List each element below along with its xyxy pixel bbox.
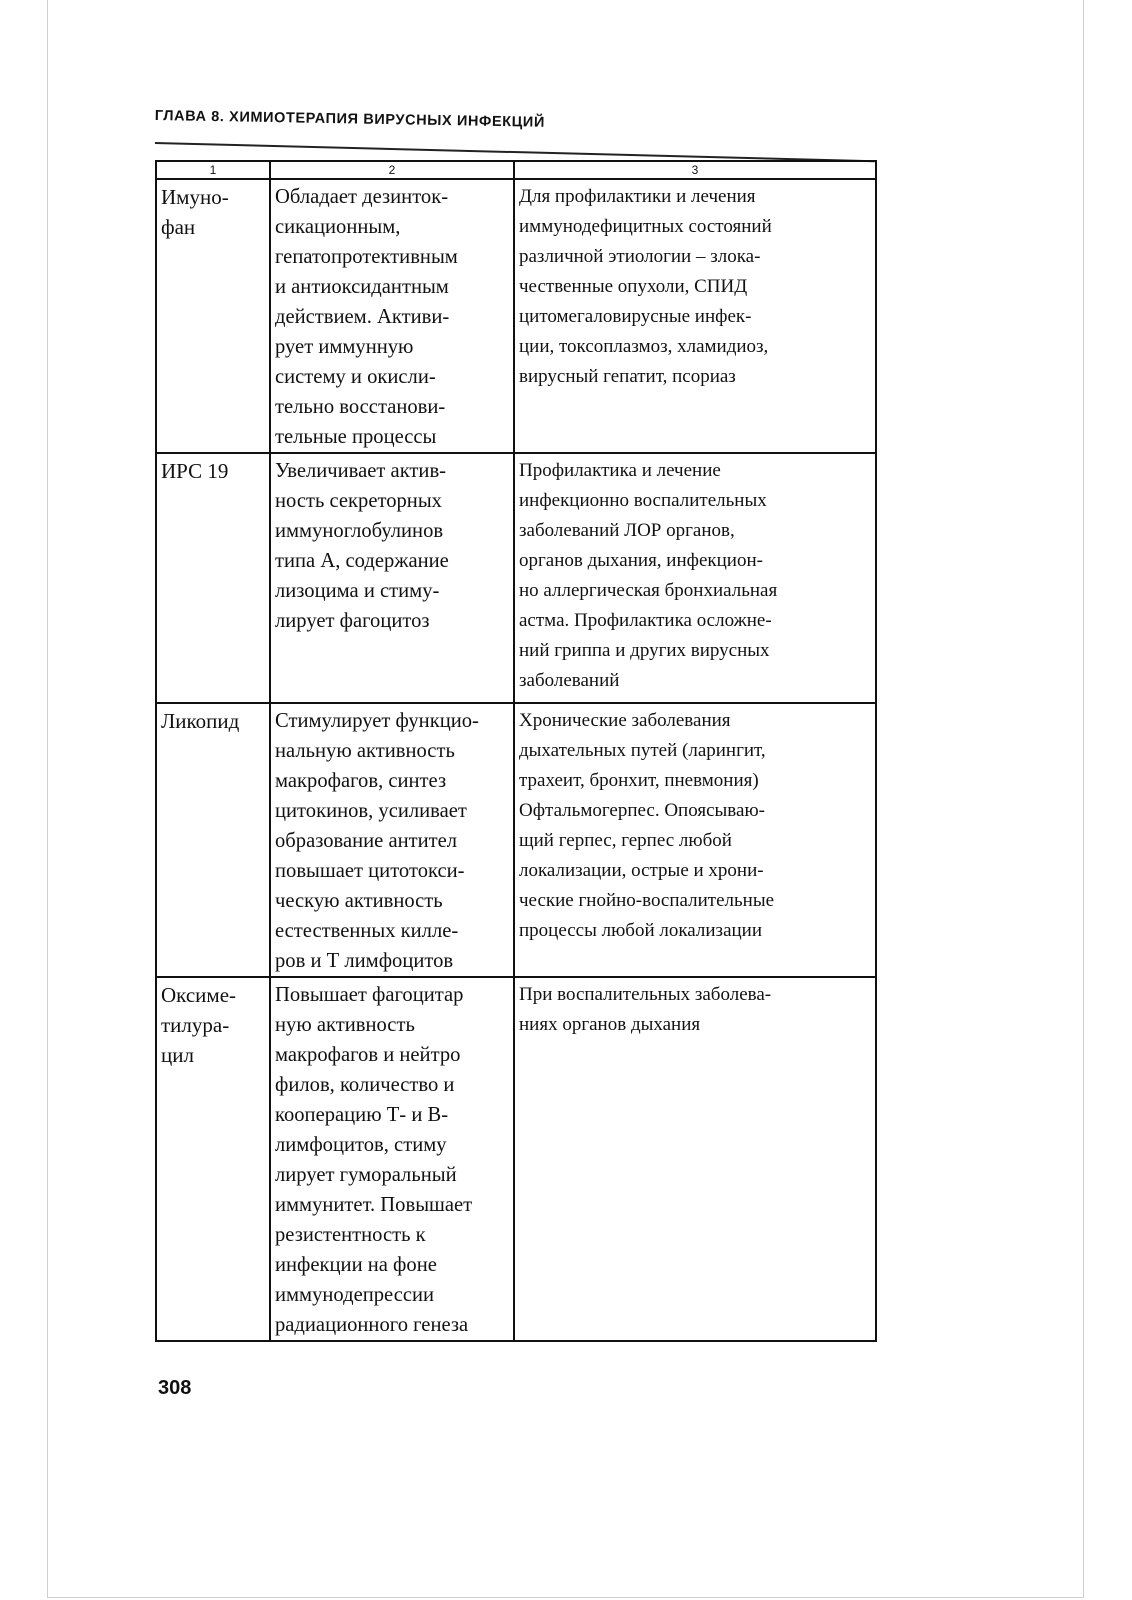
indication-cell: Для профилактики и лечения иммунодефицитных состояний различной этиологии – злока- чественные опухоли, СПИД цитомегаловирусные инфек- ции, токсоплазмоз, хламидиоз, вирусный гепатит, псориаз bbox=[514, 179, 876, 453]
table-row bbox=[156, 977, 876, 1341]
drug-name-cell: ИРС 19 bbox=[156, 453, 270, 703]
action-cell: Обладает дезинток- сикационным, гепатопротективным и антиоксидантным действием. Активи- рует иммунную систему и окисли- тельно восстанови- тельные процессы bbox=[270, 179, 514, 453]
indication-cell: При воспалительных заболева- ниях органов дыхания bbox=[514, 977, 876, 1341]
table-row bbox=[156, 179, 876, 453]
indication-cell: Профилактика и лечение инфекционно воспалительных заболеваний ЛОР органов, органов дыхания, инфекцион- но аллергическая бронхиальная астма. Профилактика осложне- ний гриппа и других вирусных заболеваний bbox=[514, 453, 876, 703]
page-number: 308 bbox=[158, 1377, 192, 1399]
drug-name-cell: Имуно- фан bbox=[156, 179, 270, 453]
column-number-cell: 1 bbox=[156, 161, 270, 179]
column-number-row bbox=[156, 161, 876, 179]
drug-name-cell: Оксиме- тилура- цил bbox=[156, 977, 270, 1341]
drug-name-cell: Ликопид bbox=[156, 703, 270, 977]
table-row bbox=[156, 453, 876, 703]
action-cell: Стимулирует функцио- нальную активность макрофагов, синтез цитокинов, усиливает образование антител повышает цитотокси- ческую активность естественных килле- ров и Т лимфоцитов bbox=[270, 703, 514, 977]
column-number-cell: 2 bbox=[270, 161, 514, 179]
column-number-cell: 3 bbox=[514, 161, 876, 179]
drug-table bbox=[155, 160, 875, 1372]
action-cell: Повышает фагоцитар ную активность макрофагов и нейтро филов, количество и кооперацию Т- и В- лимфоцитов, стиму лирует гуморальный иммунитет. Повышает резистентность к инфекции на фоне иммунодепрессии радиационного генеза bbox=[270, 977, 514, 1341]
action-cell: Увеличивает актив- ность секреторных иммуноглобулинов типа А, содержание лизоцима и стиму- лирует фагоцитоз bbox=[270, 453, 514, 703]
table-row bbox=[156, 703, 876, 977]
indication-cell: Хронические заболевания дыхательных путей (ларингит, трахеит, бронхит, пневмония) Офтальмогерпес. Опоясываю- щий герпес, герпес любой локализации, острые и хрони- ческие гнойно-воспалительные процессы любой локализации bbox=[514, 703, 876, 977]
running-head: ГЛАВА 8. ХИМИОТЕРАПИЯ ВИРУСНЫХ ИНФЕКЦИЙ bbox=[154, 108, 546, 131]
table bbox=[155, 160, 877, 1342]
